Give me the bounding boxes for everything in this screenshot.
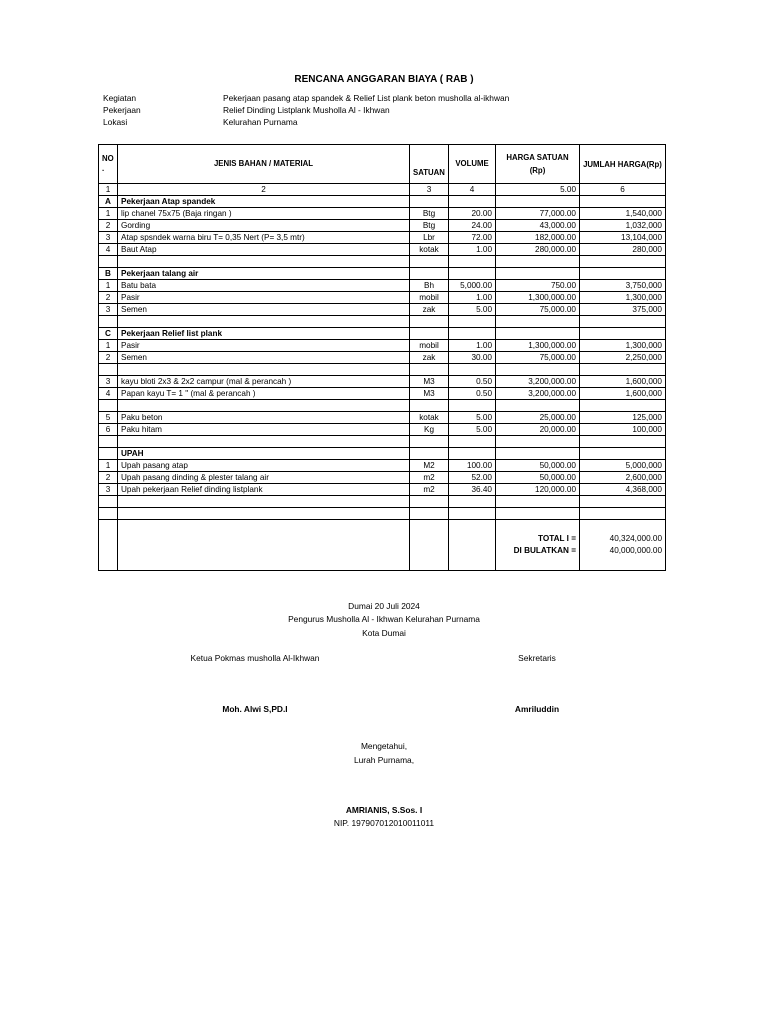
row-harga: 20,000.00	[496, 424, 580, 436]
row-satuan	[410, 364, 449, 376]
row-material: UPAH	[118, 448, 410, 460]
row-jumlah	[580, 400, 666, 412]
row-volume	[449, 196, 496, 208]
row-material	[118, 496, 410, 508]
row-no: 1	[99, 280, 118, 292]
row-jumlah	[580, 448, 666, 460]
sign-lurah-nip: NIP. 197907012010011011	[333, 818, 435, 828]
row-harga: 43,000.00	[496, 220, 580, 232]
row-harga: 77,000.00	[496, 208, 580, 220]
sign-lurah-name: AMRIANIS, S.Sos. I	[345, 805, 423, 815]
row-jumlah: 1,540,000	[580, 208, 666, 220]
sign-lurah-title: Lurah Purnama,	[353, 755, 415, 765]
row-material: Upah pasang atap	[118, 460, 410, 472]
row-no: 1	[99, 340, 118, 352]
row-harga: 1,300,000.00	[496, 292, 580, 304]
row-jumlah: 4,368,000	[580, 484, 666, 496]
column-number-row	[99, 184, 666, 196]
row-jumlah: 1,600,000	[580, 388, 666, 400]
row-satuan	[410, 328, 449, 340]
meta-value: Pekerjaan pasang atap spandek & Relief List plank beton musholla al-ikhwan	[223, 93, 510, 103]
row-jumlah	[580, 436, 666, 448]
row-satuan: Lbr	[410, 232, 449, 244]
row-volume	[449, 364, 496, 376]
row-jumlah: 2,600,000	[580, 472, 666, 484]
col-number: 6	[580, 184, 666, 196]
col-number: 5.00	[496, 184, 580, 196]
row-satuan	[410, 508, 449, 520]
section-row	[99, 268, 666, 280]
row-jumlah	[580, 364, 666, 376]
row-material	[118, 364, 410, 376]
row-volume: 24.00	[449, 220, 496, 232]
row-satuan: Bh	[410, 280, 449, 292]
total-value: 40,324,000.00	[609, 534, 662, 543]
row-volume: 1.00	[449, 244, 496, 256]
row-no: 6	[99, 424, 118, 436]
section-row	[99, 328, 666, 340]
row-harga	[496, 508, 580, 520]
row-jumlah: 3,750,000	[580, 280, 666, 292]
row-no	[99, 436, 118, 448]
table-row	[99, 292, 666, 304]
table-row	[99, 460, 666, 472]
row-volume	[449, 316, 496, 328]
header-satuan: SATUAN	[410, 145, 449, 184]
row-no: C	[99, 328, 118, 340]
row-satuan: mobil	[410, 292, 449, 304]
row-harga: 750.00	[496, 280, 580, 292]
row-jumlah	[580, 508, 666, 520]
section-row	[99, 448, 666, 460]
row-no: 3	[99, 232, 118, 244]
row-no: 4	[99, 388, 118, 400]
blank-row	[99, 256, 666, 268]
row-volume: 1.00	[449, 292, 496, 304]
row-volume: 72.00	[449, 232, 496, 244]
row-no: 3	[99, 484, 118, 496]
row-satuan	[410, 496, 449, 508]
section-row	[99, 196, 666, 208]
row-volume: 1.00	[449, 340, 496, 352]
sign-date: Dumai 20 Juli 2024	[348, 601, 420, 611]
table-row	[99, 388, 666, 400]
row-satuan: zak	[410, 304, 449, 316]
table-row	[99, 304, 666, 316]
blank-row	[99, 496, 666, 508]
row-jumlah: 280,000	[580, 244, 666, 256]
totals-row	[99, 520, 666, 571]
sign-left-role: Ketua Pokmas musholla Al-Ikhwan	[190, 653, 320, 663]
header-material: JENIS BAHAN / MATERIAL	[118, 145, 410, 184]
row-satuan: kotak	[410, 412, 449, 424]
meta-value: Relief Dinding Listplank Musholla Al - Ikhwan	[223, 105, 390, 115]
row-harga: 1,300,000.00	[496, 340, 580, 352]
row-satuan	[410, 436, 449, 448]
row-harga: 3,200,000.00	[496, 376, 580, 388]
row-harga	[496, 316, 580, 328]
sign-right-role: Sekretaris	[518, 653, 556, 663]
row-material	[118, 400, 410, 412]
row-no: 3	[99, 376, 118, 388]
row-material: Papan kayu T= 1 " (mal & perancah )	[118, 388, 410, 400]
row-harga	[496, 328, 580, 340]
blank-row	[99, 508, 666, 520]
row-satuan: M3	[410, 376, 449, 388]
row-harga	[496, 256, 580, 268]
col-number: 4	[449, 184, 496, 196]
row-volume: 0.50	[449, 376, 496, 388]
row-volume	[449, 400, 496, 412]
row-harga: 75,000.00	[496, 304, 580, 316]
table-row	[99, 220, 666, 232]
table-row	[99, 244, 666, 256]
row-harga: 280,000.00	[496, 244, 580, 256]
row-volume: 0.50	[449, 388, 496, 400]
sign-city: Kota Dumai	[362, 628, 406, 638]
row-satuan: Btg	[410, 208, 449, 220]
row-harga: 25,000.00	[496, 412, 580, 424]
row-harga	[496, 400, 580, 412]
header-no: NO .	[99, 145, 118, 184]
document-title: RENCANA ANGGARAN BIAYA ( RAB )	[294, 74, 474, 85]
row-material: Atap spsndek warna biru T= 0,35 Nert (P= 3,5 mtr)	[118, 232, 410, 244]
row-volume: 36.40	[449, 484, 496, 496]
table-header-row	[99, 145, 666, 184]
row-satuan: zak	[410, 352, 449, 364]
blank-row	[99, 400, 666, 412]
row-volume	[449, 436, 496, 448]
row-jumlah	[580, 196, 666, 208]
table-row	[99, 424, 666, 436]
row-no	[99, 400, 118, 412]
table-row	[99, 280, 666, 292]
row-jumlah	[580, 328, 666, 340]
row-jumlah: 100,000	[580, 424, 666, 436]
row-no	[99, 508, 118, 520]
row-material: Baut Atap	[118, 244, 410, 256]
row-harga: 3,200,000.00	[496, 388, 580, 400]
row-satuan	[410, 268, 449, 280]
row-material: Paku beton	[118, 412, 410, 424]
row-material: Upah pasang dinding & plester talang air	[118, 472, 410, 484]
row-material: lip chanel 75x75 (Baja ringan )	[118, 208, 410, 220]
table-row	[99, 340, 666, 352]
totals-values	[580, 520, 666, 571]
row-material: Batu bata	[118, 280, 410, 292]
row-satuan	[410, 448, 449, 460]
row-satuan	[410, 316, 449, 328]
row-no: 2	[99, 292, 118, 304]
row-harga	[496, 448, 580, 460]
row-satuan	[410, 256, 449, 268]
row-material: Paku hitam	[118, 424, 410, 436]
row-material: Semen	[118, 352, 410, 364]
rounded-label: DI BULATKAN =	[513, 546, 576, 555]
row-satuan: m2	[410, 472, 449, 484]
row-volume	[449, 328, 496, 340]
row-no: 2	[99, 352, 118, 364]
col-number: 2	[118, 184, 410, 196]
row-volume: 5.00	[449, 412, 496, 424]
row-material: Pekerjaan Atap spandek	[118, 196, 410, 208]
row-no	[99, 448, 118, 460]
row-no	[99, 256, 118, 268]
row-volume: 5.00	[449, 424, 496, 436]
row-volume: 100.00	[449, 460, 496, 472]
row-volume: 5.00	[449, 304, 496, 316]
row-no: 3	[99, 304, 118, 316]
row-no	[99, 364, 118, 376]
row-harga: 50,000.00	[496, 472, 580, 484]
blank-row	[99, 436, 666, 448]
row-no: A	[99, 196, 118, 208]
row-jumlah: 1,300,000	[580, 292, 666, 304]
row-volume: 30.00	[449, 352, 496, 364]
row-jumlah: 125,000	[580, 412, 666, 424]
row-no: 4	[99, 244, 118, 256]
table-row	[99, 412, 666, 424]
row-satuan: kotak	[410, 244, 449, 256]
row-no: 1	[99, 208, 118, 220]
row-jumlah: 13,104,000	[580, 232, 666, 244]
row-no: B	[99, 268, 118, 280]
row-harga	[496, 436, 580, 448]
row-jumlah: 5,000,000	[580, 460, 666, 472]
row-volume	[449, 268, 496, 280]
row-harga	[496, 268, 580, 280]
row-jumlah	[580, 256, 666, 268]
row-material: kayu bloti 2x3 & 2x2 campur (mal & perancah )	[118, 376, 410, 388]
row-volume	[449, 508, 496, 520]
blank-row	[99, 364, 666, 376]
meta-label: Pekerjaan	[103, 105, 141, 115]
table-row	[99, 208, 666, 220]
row-material: Pasir	[118, 292, 410, 304]
project-meta	[103, 92, 509, 128]
row-material: Semen	[118, 304, 410, 316]
row-satuan: Kg	[410, 424, 449, 436]
row-material	[118, 508, 410, 520]
meta-row-kegiatan	[103, 92, 509, 104]
sign-right-name: Amriluddin	[514, 704, 560, 714]
row-material: Pekerjaan Relief list plank	[118, 328, 410, 340]
row-jumlah: 2,250,000	[580, 352, 666, 364]
sign-left-name: Moh. Alwi S,PD.I	[222, 704, 288, 714]
totals-labels	[496, 520, 580, 571]
row-satuan: m2	[410, 484, 449, 496]
row-satuan: M2	[410, 460, 449, 472]
row-harga: 182,000.00	[496, 232, 580, 244]
budget-table	[98, 144, 666, 571]
row-volume: 5,000.00	[449, 280, 496, 292]
meta-label: Lokasi	[103, 117, 128, 127]
sign-acknowledge: Mengetahui,	[360, 741, 408, 751]
row-jumlah	[580, 316, 666, 328]
meta-value: Kelurahan Purnama	[223, 117, 298, 127]
row-satuan: Btg	[410, 220, 449, 232]
row-volume: 52.00	[449, 472, 496, 484]
row-no: 5	[99, 412, 118, 424]
row-no: 2	[99, 472, 118, 484]
col-number: 3	[410, 184, 449, 196]
row-material: Pasir	[118, 340, 410, 352]
table-row	[99, 484, 666, 496]
row-jumlah	[580, 496, 666, 508]
row-volume	[449, 448, 496, 460]
row-harga: 50,000.00	[496, 460, 580, 472]
table-row	[99, 232, 666, 244]
row-satuan	[410, 196, 449, 208]
table-row	[99, 376, 666, 388]
row-material	[118, 316, 410, 328]
header-volume: VOLUME	[449, 145, 496, 184]
meta-row-pekerjaan	[103, 104, 509, 116]
row-jumlah	[580, 268, 666, 280]
row-material: Upah pekerjaan Relief dinding listplank	[118, 484, 410, 496]
row-material: Gording	[118, 220, 410, 232]
sign-org: Pengurus Musholla Al - Ikhwan Kelurahan Purnama	[288, 614, 480, 624]
row-no: 2	[99, 220, 118, 232]
total-label: TOTAL I =	[538, 534, 576, 543]
row-satuan	[410, 400, 449, 412]
header-harga-satuan: HARGA SATUAN (Rp)	[496, 145, 580, 184]
row-harga: 75,000.00	[496, 352, 580, 364]
row-jumlah: 375,000	[580, 304, 666, 316]
row-volume	[449, 496, 496, 508]
row-material	[118, 436, 410, 448]
rounded-value: 40,000,000.00	[609, 546, 662, 555]
row-harga	[496, 364, 580, 376]
row-no	[99, 316, 118, 328]
row-harga	[496, 196, 580, 208]
row-material: Pekerjaan talang air	[118, 268, 410, 280]
blank-row	[99, 316, 666, 328]
row-satuan: M3	[410, 388, 449, 400]
meta-row-lokasi	[103, 116, 509, 128]
row-jumlah: 1,032,000	[580, 220, 666, 232]
table-row	[99, 472, 666, 484]
row-harga: 120,000.00	[496, 484, 580, 496]
header-jumlah: JUMLAH HARGA(Rp)	[580, 145, 666, 184]
row-no	[99, 496, 118, 508]
row-jumlah: 1,600,000	[580, 376, 666, 388]
row-no: 1	[99, 460, 118, 472]
table-row	[99, 352, 666, 364]
row-jumlah: 1,300,000	[580, 340, 666, 352]
row-harga	[496, 496, 580, 508]
meta-label: Kegiatan	[103, 93, 137, 103]
row-satuan: mobil	[410, 340, 449, 352]
row-material	[118, 256, 410, 268]
row-volume	[449, 256, 496, 268]
row-volume: 20.00	[449, 208, 496, 220]
col-number: 1	[99, 184, 118, 196]
